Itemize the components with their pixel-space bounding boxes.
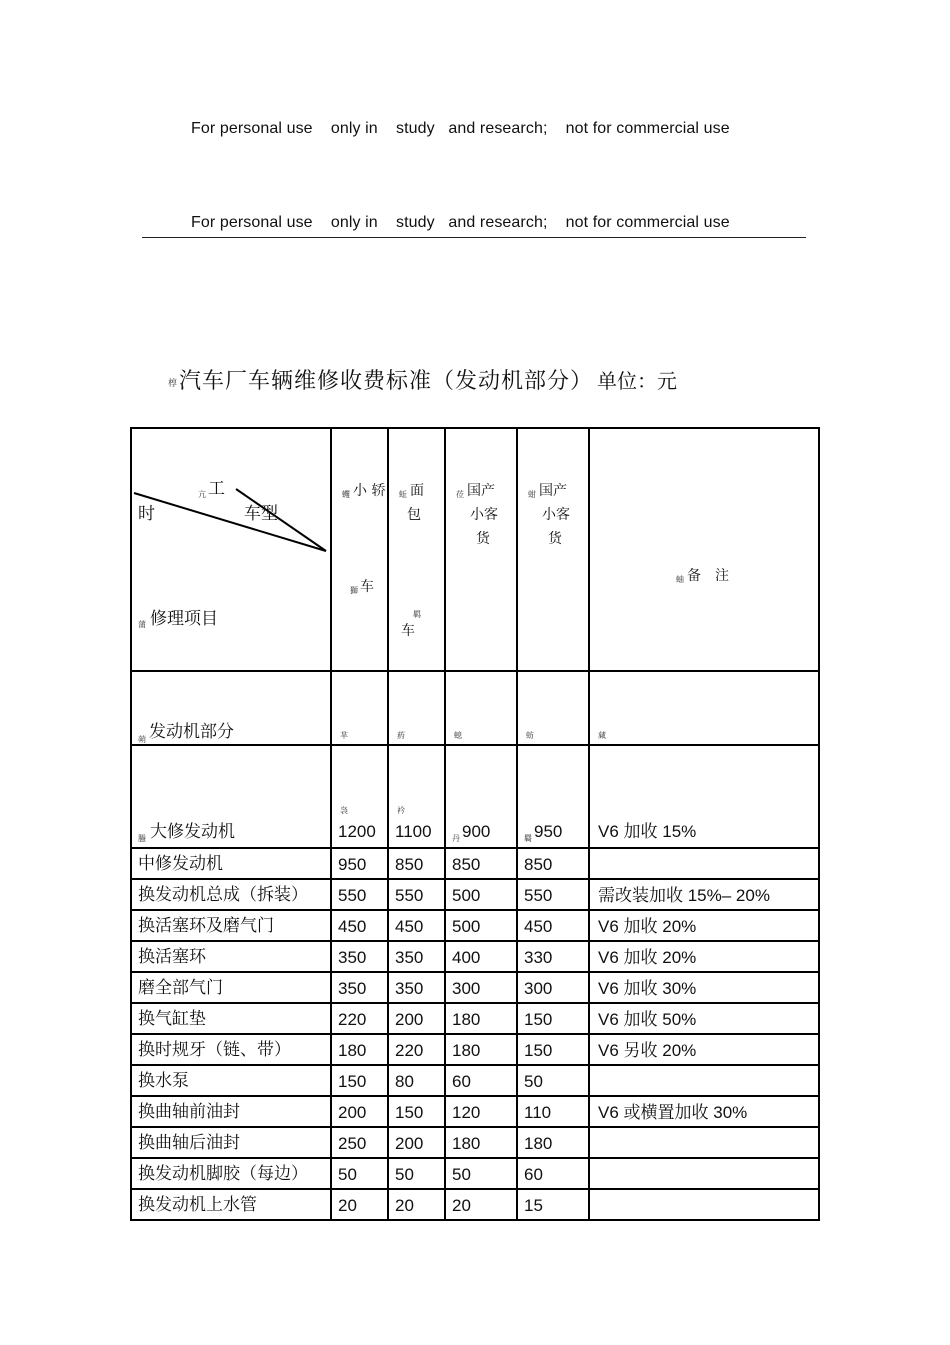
row-value-cell — [387, 1188, 446, 1221]
row-note: V6 加收 20% — [598, 948, 697, 967]
row-value-cell — [444, 1157, 518, 1190]
title-unit: 单位：元 — [597, 369, 678, 393]
title-main: 汽车厂车辆维修收费标准（发动机部分） — [179, 369, 594, 394]
row-value: 550 — [338, 886, 367, 905]
column-header-mark2-1: 獅 — [350, 586, 358, 595]
section-mark: 蒴 — [138, 735, 146, 744]
corner-label-right: 车型 — [244, 504, 278, 524]
column-header-line1-2: 面 — [410, 483, 424, 499]
row-item-cell — [130, 1095, 332, 1128]
row-value: 900 — [462, 822, 491, 841]
fee-table — [130, 427, 818, 1217]
row-value: 450 — [395, 917, 424, 936]
row-note-cell — [588, 971, 820, 1004]
section-mark-1: 芈 — [340, 731, 348, 740]
column-header-5 — [588, 427, 820, 672]
row-value-cell — [330, 878, 389, 911]
corner-label-bottom: 修理项目 — [150, 609, 218, 629]
row-value-cell — [444, 847, 518, 880]
row-item-label: 换气缸垫 — [138, 1009, 206, 1029]
row-value-cell — [516, 1002, 590, 1035]
row-value-cell — [330, 1157, 389, 1190]
row-value-cell — [444, 1033, 518, 1066]
row-item-label: 换发动机脚胶（每边） — [138, 1164, 308, 1184]
row-item-label: 换发动机上水管 — [138, 1195, 257, 1215]
row-value-cell — [387, 1033, 446, 1066]
row-note-cell — [588, 1126, 820, 1159]
column-header-bottom-2: 车 — [401, 623, 415, 639]
column-header-1 — [330, 427, 389, 672]
row-item-cell — [130, 1064, 332, 1097]
row-value-cell — [387, 1126, 446, 1159]
row-item-cell — [130, 940, 332, 973]
row-value: 400 — [452, 948, 481, 967]
row-value: 350 — [395, 948, 424, 967]
row-value: 60 — [452, 1072, 471, 1091]
row-value-cell — [387, 971, 446, 1004]
row-item-label: 换水泵 — [138, 1071, 189, 1091]
row-value-cell — [516, 909, 590, 942]
row-value: 200 — [338, 1103, 367, 1122]
row-item-label: 大修发动机 — [150, 822, 235, 842]
row-value-cell — [444, 909, 518, 942]
row-note-cell — [588, 1188, 820, 1221]
row-value-cell — [387, 744, 446, 849]
row-note: V6 加收 30% — [598, 979, 697, 998]
row-value: 180 — [452, 1134, 481, 1153]
column-header-3 — [444, 427, 518, 672]
row-item-label: 换时规牙（链、带） — [138, 1040, 291, 1060]
column-header-bottom-1: 车 — [360, 579, 374, 595]
row-note-cell — [588, 1157, 820, 1190]
column-header-4 — [516, 427, 590, 672]
row-value-cell — [330, 847, 389, 880]
column-header-mark-5: 蚰 — [676, 575, 684, 584]
row-value-cell — [330, 1095, 389, 1128]
row-value-cell — [330, 1033, 389, 1066]
row-note: V6 加收 15% — [598, 822, 697, 841]
row-value: 450 — [338, 917, 367, 936]
column-header-line2-3: 小客 — [470, 507, 498, 523]
row-value: 300 — [524, 979, 553, 998]
row-note: V6 加收 50% — [598, 1010, 697, 1029]
row-item-cell — [130, 1188, 332, 1221]
row-value: 1200 — [338, 822, 376, 841]
row-value-cell — [387, 909, 446, 942]
section-label-cell — [130, 670, 332, 746]
row-value: 180 — [452, 1010, 481, 1029]
row-value-cell — [516, 1095, 590, 1128]
diagonal-divider — [132, 429, 332, 672]
row-item-cell — [130, 744, 332, 849]
row-value-cell — [330, 971, 389, 1004]
column-header-line1-4: 国产 — [539, 483, 567, 499]
column-header-2 — [387, 427, 446, 672]
column-header-mark-1: 蠼 — [342, 490, 350, 499]
section-cell-1 — [330, 670, 389, 746]
row-value: 550 — [395, 886, 424, 905]
row-value-cell — [444, 1188, 518, 1221]
row-value-cell — [444, 744, 518, 849]
row-value: 60 — [524, 1165, 543, 1184]
column-header-line3-3: 货 — [476, 531, 490, 547]
row-value-cell — [444, 878, 518, 911]
row-value-cell — [516, 971, 590, 1004]
column-header-line1-5: 备 注 — [687, 568, 729, 584]
row-value-cell — [330, 1002, 389, 1035]
row-value: 450 — [524, 917, 553, 936]
page-title — [168, 364, 677, 395]
row-item-label: 换发动机总成（拆装） — [138, 885, 308, 905]
row-value-mark: 羇 — [524, 834, 532, 843]
row-value-cell — [444, 1064, 518, 1097]
row-value: 850 — [452, 855, 481, 874]
row-note-cell — [588, 940, 820, 973]
row-value: 300 — [452, 979, 481, 998]
row-item-cell — [130, 971, 332, 1004]
row-value-cell — [516, 1157, 590, 1190]
row-note-cell — [588, 909, 820, 942]
row-value-cell — [516, 1188, 590, 1221]
column-header-line2-4: 小客 — [542, 507, 570, 523]
row-value-cell — [444, 971, 518, 1004]
row-value: 550 — [524, 886, 553, 905]
row-value: 150 — [338, 1072, 367, 1091]
row-item-mark: 螣 — [138, 834, 146, 843]
row-value: 350 — [338, 979, 367, 998]
section-mark-4: 蚄 — [526, 731, 534, 740]
row-item-cell — [130, 1002, 332, 1035]
row-value-cell — [444, 940, 518, 973]
row-value: 850 — [395, 855, 424, 874]
row-note-cell — [588, 878, 820, 911]
row-value: 500 — [452, 917, 481, 936]
row-value-cell — [387, 1095, 446, 1128]
row-note-cell — [588, 1033, 820, 1066]
row-value: 50 — [338, 1165, 357, 1184]
row-value: 950 — [534, 822, 563, 841]
row-value: 200 — [395, 1134, 424, 1153]
row-item-label: 中修发动机 — [138, 854, 223, 874]
row-note-cell — [588, 847, 820, 880]
title-mark: 椁 — [168, 378, 179, 389]
row-value: 950 — [338, 855, 367, 874]
row-note-cell — [588, 1002, 820, 1035]
row-value: 50 — [524, 1072, 543, 1091]
row-item-cell — [130, 847, 332, 880]
row-value: 15 — [524, 1196, 543, 1215]
row-item-cell — [130, 909, 332, 942]
column-header-mark2-2: 羁 — [413, 610, 421, 619]
column-header-line1-1: 小 轿 — [353, 483, 386, 499]
row-value: 20 — [395, 1196, 414, 1215]
section-mark-5: 蕆 — [598, 731, 606, 740]
row-value: 330 — [524, 948, 553, 967]
row-value-cell — [387, 878, 446, 911]
column-header-mark-4: 蚶 — [528, 490, 536, 499]
row-value: 20 — [452, 1196, 471, 1215]
row-value: 150 — [395, 1103, 424, 1122]
row-value: 180 — [524, 1134, 553, 1153]
disclaimer-line-2: For personal use only in study and research; not for commercial use — [191, 214, 730, 231]
section-mark-2: 葯 — [397, 731, 405, 740]
column-header-line1-3: 国产 — [467, 483, 495, 499]
section-label: 发动机部分 — [149, 722, 234, 742]
row-value: 220 — [395, 1041, 424, 1060]
column-header-mark-2: 蚯 — [399, 490, 407, 499]
row-upper-mark: 衿 — [397, 806, 405, 815]
header-rule — [142, 237, 806, 238]
row-value-cell — [330, 909, 389, 942]
row-value-cell — [444, 1095, 518, 1128]
row-note: V6 或横置加收 30% — [598, 1103, 748, 1122]
row-note: V6 加收 20% — [598, 917, 697, 936]
row-item-label: 磨全部气门 — [138, 978, 223, 998]
row-value-cell — [516, 744, 590, 849]
row-value-cell — [387, 1064, 446, 1097]
row-value-cell — [444, 1002, 518, 1035]
row-item-label: 换活塞环及磨气门 — [138, 916, 274, 936]
row-value-cell — [516, 1033, 590, 1066]
row-upper-mark: 袅 — [340, 806, 348, 815]
column-header-mark-3: 莅 — [456, 490, 464, 499]
corner-header-cell — [130, 427, 332, 672]
row-value: 50 — [395, 1165, 414, 1184]
row-item-cell — [130, 1033, 332, 1066]
section-cell-3 — [444, 670, 518, 746]
row-value: 350 — [395, 979, 424, 998]
row-value: 1100 — [395, 822, 432, 841]
row-value-cell — [330, 744, 389, 849]
row-value: 250 — [338, 1134, 367, 1153]
row-value-cell — [516, 878, 590, 911]
section-mark-3: 螅 — [454, 731, 462, 740]
row-value: 50 — [452, 1165, 471, 1184]
row-value-cell — [387, 847, 446, 880]
row-value: 850 — [524, 855, 553, 874]
disclaimer-line-1: For personal use only in study and research; not for commercial use — [191, 120, 730, 137]
row-item-label: 换曲轴前油封 — [138, 1102, 240, 1122]
row-value-cell — [444, 1126, 518, 1159]
corner-label-left: 时 — [138, 504, 155, 524]
row-value-cell — [330, 940, 389, 973]
row-value-cell — [516, 847, 590, 880]
diagonal-line-1 — [134, 493, 326, 551]
row-value-cell — [516, 940, 590, 973]
row-note-cell — [588, 744, 820, 849]
column-header-line2-2: 包 — [407, 507, 421, 523]
corner-bottom-mark: 蒲 — [138, 620, 146, 629]
row-item-cell — [130, 1126, 332, 1159]
row-value: 120 — [452, 1103, 481, 1122]
row-value-cell — [330, 1188, 389, 1221]
row-value-cell — [516, 1126, 590, 1159]
row-value-cell — [387, 1157, 446, 1190]
row-value: 180 — [452, 1041, 481, 1060]
row-value: 20 — [338, 1196, 357, 1215]
corner-label-top: 工 — [208, 479, 225, 499]
row-item-label: 换曲轴后油封 — [138, 1133, 240, 1153]
row-value: 220 — [338, 1010, 367, 1029]
corner-top-mark: 亢 — [198, 490, 206, 499]
row-item-label: 换活塞环 — [138, 947, 206, 967]
row-value-cell — [330, 1064, 389, 1097]
row-item-cell — [130, 1157, 332, 1190]
row-value: 200 — [395, 1010, 424, 1029]
row-note-cell — [588, 1064, 820, 1097]
row-value: 150 — [524, 1041, 553, 1060]
column-header-line3-4: 货 — [548, 531, 562, 547]
row-note: V6 另收 20% — [598, 1041, 697, 1060]
row-value: 80 — [395, 1072, 414, 1091]
row-note-cell — [588, 1095, 820, 1128]
row-value-mark: 丹 — [452, 834, 460, 843]
section-cell-2 — [387, 670, 446, 746]
row-value-cell — [387, 1002, 446, 1035]
row-value-cell — [516, 1064, 590, 1097]
row-value: 500 — [452, 886, 481, 905]
row-item-cell — [130, 878, 332, 911]
section-cell-4 — [516, 670, 590, 746]
row-value: 110 — [524, 1103, 552, 1122]
row-value: 180 — [338, 1041, 367, 1060]
section-cell-5 — [588, 670, 820, 746]
row-value-cell — [330, 1126, 389, 1159]
row-value: 150 — [524, 1010, 553, 1029]
row-value: 350 — [338, 948, 367, 967]
row-value-cell — [387, 940, 446, 973]
row-note: 需改装加收 15%– 20% — [598, 886, 770, 905]
